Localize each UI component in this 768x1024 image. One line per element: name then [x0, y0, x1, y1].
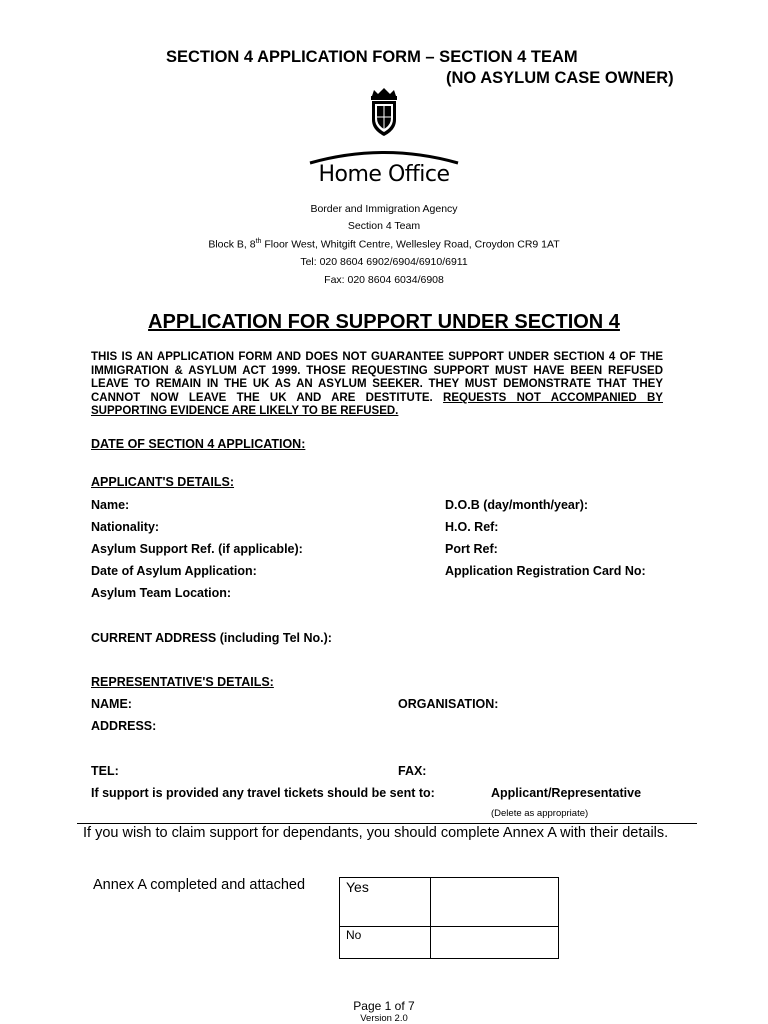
annex-a-label: Annex A completed and attached: [93, 877, 306, 893]
rep-organisation-label: ORGANISATION:: [398, 697, 499, 711]
office-tel: Tel: 020 8604 6902/6904/6910/6911: [300, 256, 468, 268]
travel-tickets-option: Applicant/Representative: [491, 786, 642, 800]
logo-wordmark: Home Office: [318, 162, 450, 187]
team-name: Section 4 Team: [347, 220, 421, 232]
annex-yes-label: Yes: [346, 879, 369, 895]
arc-number-label: Application Registration Card No:: [445, 564, 646, 578]
agency-name: Border and Immigration Agency: [310, 203, 458, 215]
dependants-instructions: If you wish to claim support for dependants, you should complete Annex A with their details.: [83, 825, 669, 841]
rep-name-label: NAME:: [91, 697, 132, 711]
disclaimer: THIS IS AN APPLICATION FORM AND DOES NOT GUARANTEE SUPPORT UNDER SECTION 4 OF THE IMMIGRATION & ASYLUM ACT 1999. THOSE REQUESTING SUPPORT MUST HAVE BEEN REFUSED LEAVE TO REMAIN IN THE UK AS AN ASYLUM SEEKER. THEY MUST DEMONSTRATE THAT THEY CANNOT NOW LEAVE THE UK AND ARE DESTITUTE. REQUESTS NOT ACCOMPANIED BY SUPPORTING EVIDENCE ARE LIKELY TO BE REFUSED.: [91, 351, 663, 418]
travel-tickets-label: If support is provided any travel tickets should be sent to:: [91, 786, 435, 800]
home-office-logo: [308, 86, 460, 192]
nationality-label: Nationality:: [91, 520, 160, 534]
current-address-label: CURRENT ADDRESS (including Tel No.):: [91, 631, 332, 645]
date-of-application-label: DATE OF SECTION 4 APPLICATION:: [91, 437, 306, 451]
applicant-details-heading: APPLICANT'S DETAILS:: [91, 475, 235, 489]
office-address: Block B, 8th Floor West, Whitgift Centre, Wellesley Road, Croydon CR9 1AT: [208, 238, 560, 251]
annex-a-table: [339, 877, 559, 959]
application-title: APPLICATION FOR SUPPORT UNDER SECTION 4: [148, 311, 620, 333]
rep-fax-label: FAX:: [398, 764, 427, 778]
ho-ref-label: H.O. Ref:: [445, 520, 499, 534]
asylum-support-ref-label: Asylum Support Ref. (if applicable):: [91, 542, 303, 556]
port-ref-label: Port Ref:: [445, 542, 498, 556]
applicant-name-label: Name:: [91, 498, 130, 512]
rep-tel-label: TEL:: [91, 764, 119, 778]
office-fax: Fax: 020 8604 6034/6908: [324, 274, 444, 286]
form-title: SECTION 4 APPLICATION FORM – SECTION 4 TEAM: [166, 48, 578, 66]
annex-yes-checkbox[interactable]: [431, 878, 558, 925]
form-subtitle: (NO ASYLUM CASE OWNER): [446, 69, 674, 87]
annex-no-checkbox[interactable]: [431, 927, 558, 958]
rep-address-label: ADDRESS:: [91, 719, 157, 733]
asylum-team-location-label: Asylum Team Location:: [91, 586, 232, 600]
page-number: Page 1 of 7: [353, 999, 415, 1013]
version-label: Version 2.0: [360, 1013, 408, 1024]
representative-details-heading: REPRESENTATIVE'S DETAILS:: [91, 675, 274, 689]
annex-no-label: No: [346, 928, 362, 942]
delete-note: (Delete as appropriate): [491, 808, 589, 819]
date-asylum-application-label: Date of Asylum Application:: [91, 564, 257, 578]
dob-label: D.O.B (day/month/year):: [445, 498, 589, 512]
